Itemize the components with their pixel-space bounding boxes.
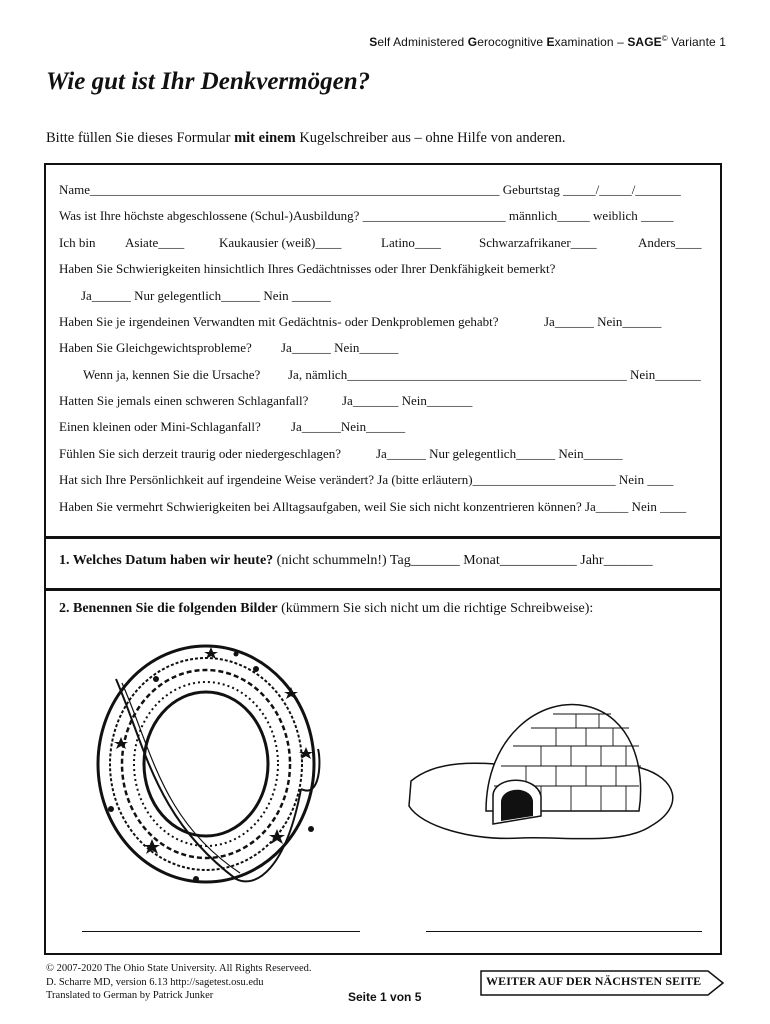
header-variant: Variante 1 [667,35,726,49]
answer-line-wreath[interactable] [82,931,360,932]
date-question-rest: (nicht schummeln!) Tag_______ Monat___________ Jahr_______ [273,553,653,568]
page-number: Seite 1 von 5 [348,990,422,1004]
page-title: Wie gut ist Ihr Denkvermögen? [46,68,371,95]
stroke-question: Hatten Sie jemals einen schweren Schlaganfall? [59,393,309,408]
wreath-picture [86,639,336,899]
ethnicity-asian[interactable]: Asiate____ [125,235,185,250]
personal-info-box [44,163,722,538]
ethnicity-other[interactable]: Anders____ [638,235,702,250]
intro-bold: mit einem [234,130,296,146]
header-w2: erocognitive [477,35,547,49]
memory-answer[interactable]: Ja______ Nur gelegentlich______ Nein ______ [81,288,331,303]
igloo-picture [401,686,686,856]
header-sage: SAGE [627,35,662,49]
footer-translator: Translated to German by Patrick Junker [46,990,214,1001]
name-birthday-field[interactable]: Name_______________________________________________________________ Geburtstag _____/_____/_______ [59,182,681,197]
header-w3: xamination – [554,35,628,49]
balance-question: Haben Sie Gleichgewichtsprobleme? [59,340,252,355]
next-page-label: WEITER AUF DER NÄCHSTEN SEITE [486,974,702,988]
relatives-answer[interactable]: Ja______ Nein______ [544,314,662,329]
picture-question-bold: 2. Benennen Sie die folgenden Bilder [59,601,278,616]
relatives-question: Haben Sie je irgendeinen Verwandten mit Gedächtnis- oder Denkproblemen gehabt? [59,314,499,329]
header-line [369,34,726,49]
sad-answer[interactable]: Ja______ Nur gelegentlich______ Nein______ [376,446,623,461]
ministroke-question: Einen kleinen oder Mini-Schlaganfall? [59,419,261,434]
intro-text [46,130,565,147]
stroke-answer[interactable]: Ja_______ Nein_______ [342,393,473,408]
balance-answer[interactable]: Ja______ Nein______ [281,340,399,355]
header-copyright: © [661,34,668,43]
cause-answer[interactable]: Ja, nämlich___________________________________________ Nein_______ [288,367,701,382]
ethnicity-african[interactable]: Schwarzafrikaner____ [479,235,597,250]
ministroke-answer[interactable]: Ja______Nein______ [291,419,406,434]
date-question[interactable] [59,553,653,569]
education-gender-field[interactable]: Was ist Ihre höchste abgeschlossene (Schul-)Ausbildung? ______________________ männlich_____ weiblich _____ [59,208,674,223]
intro-before: Bitte füllen Sie dieses Formular [46,130,235,146]
ethnicity-latino[interactable]: Latino____ [381,235,441,250]
footer-version: D. Scharre MD, version 6.13 http://sagetest.osu.edu [46,976,264,988]
personality-question[interactable]: Hat sich Ihre Persönlichkeit auf irgendeine Weise verändert? Ja (bitte erläutern)______________________ Nein ____ [59,472,674,487]
picture-question-rest: (kümmern Sie sich nicht um die richtige Schreibweise): [277,601,594,616]
header-g: G [467,35,478,49]
memory-question: Haben Sie Schwierigkeiten hinsichtlich Ihres Gedächtnisses oder Ihrer Denkfähigkeit bemerkt? [59,261,556,276]
intro-after: Kugelschreiber aus – ohne Hilfe von anderen. [295,130,566,146]
sad-question: Fühlen Sie sich derzeit traurig oder niedergeschlagen? [59,446,342,461]
daily-tasks-question[interactable]: Haben Sie vermehrt Schwierigkeiten bei Alltagsaufgaben, weil Sie sich nicht konzentrieren können? Ja_____ Nein ____ [59,499,687,514]
footer-copyright: © 2007-2020 The Ohio State University. All Rights Reserveed. [46,963,312,974]
ethnicity-label: Ich bin [59,235,96,250]
cause-question: Wenn ja, kennen Sie die Ursache? [83,367,261,382]
answer-line-igloo[interactable] [426,931,702,932]
picture-question [59,601,593,617]
ethnicity-caucasian[interactable]: Kaukausier (weiß)____ [219,235,342,250]
header-s: S [369,35,378,49]
footer-credits [46,962,312,1003]
date-question-box [44,537,722,590]
header-e: E [546,35,555,49]
date-question-bold: 1. Welches Datum haben wir heute? [59,553,274,568]
picture-naming-box [44,589,722,955]
header-w1: elf Administered [377,35,468,49]
next-page-button[interactable] [480,970,710,994]
